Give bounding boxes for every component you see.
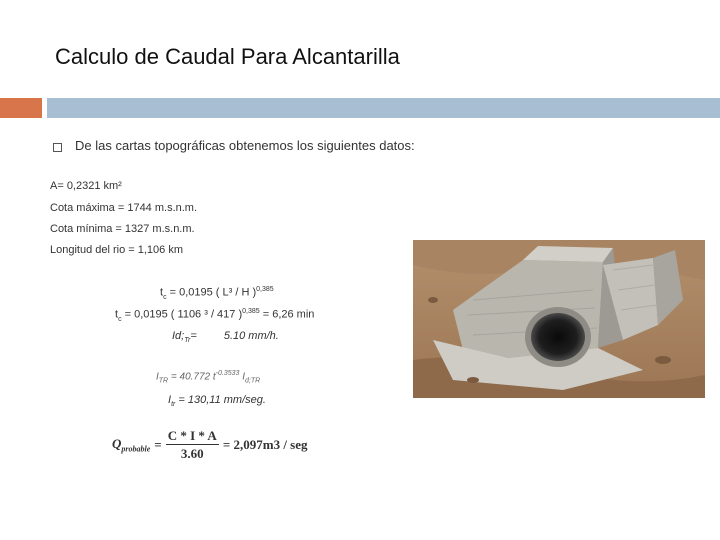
slide-title: Calculo de Caudal Para Alcantarilla — [55, 44, 400, 69]
tc-calculation: $t_c = 0,0195$ ( 1106 ³ / 417 )$^{0,385}$ = 6,26 min — [115, 308, 315, 323]
accent-bar-blue — [47, 98, 720, 118]
bullet-text: De las cartas topográficas obtenemos los siguientes datos: — [75, 138, 415, 153]
itr-value: $I_{tr} = 130,11$ mm/seg. — [168, 394, 266, 409]
culvert-photo — [413, 240, 705, 398]
data-line-area: A= 0,2321 km² — [50, 180, 122, 192]
itr-formula: $I_{TR} = 40.772$ $t^{-0.3533}$ $I_{d;TR}$ — [156, 370, 261, 385]
data-line-cota-max: Cota máxima = 1744 m.s.n.m. — [50, 202, 198, 214]
data-line-cota-min: Cota mínima = 1327 m.s.n.m. — [50, 223, 195, 235]
tc-formula: $t_c = 0,0195$ ( L³ / H )$^{0,385}$ — [160, 286, 274, 301]
q-formula: $Q_{probable}$ = $\frac{C * I * A}{3.60}$ = 2,097m3 / seg — [112, 428, 308, 461]
bullet-square-icon — [53, 143, 62, 152]
intensity-line: $Id;_{Tr}= 5.10$ mm/h. — [172, 330, 279, 345]
data-line-longitud: Longitud del rio = 1,106 km — [50, 244, 184, 256]
accent-bar-orange — [0, 98, 42, 118]
